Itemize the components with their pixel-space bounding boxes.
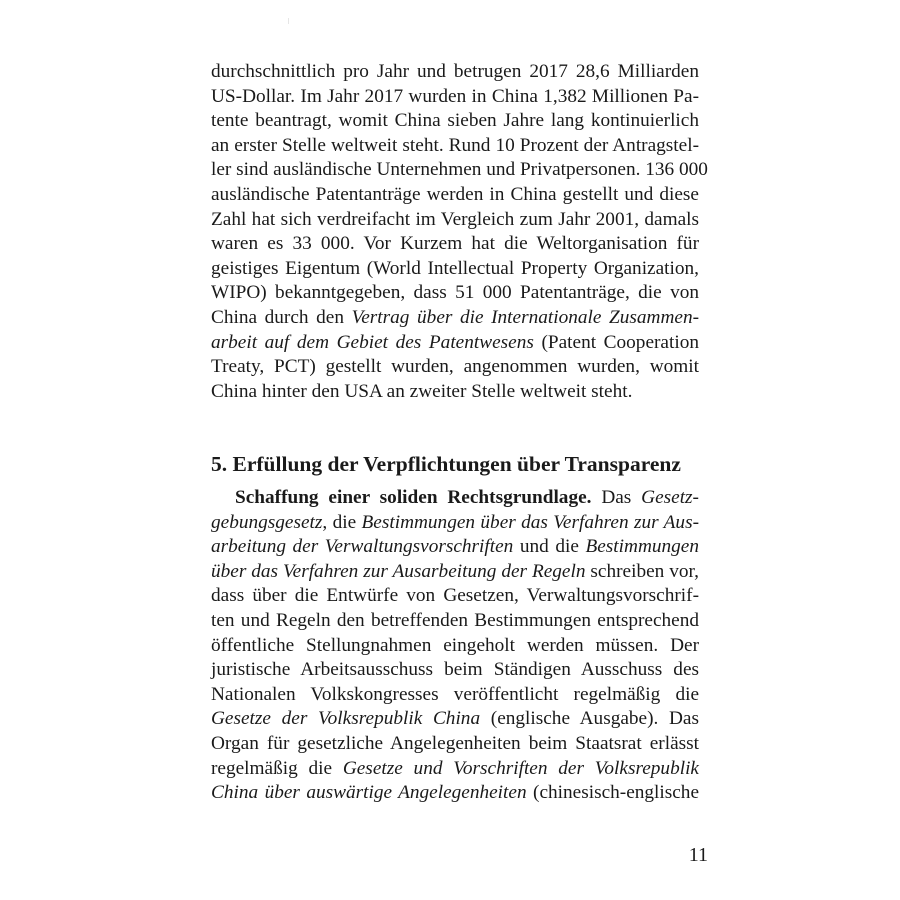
- paragraph-legal-basis: [211, 486, 699, 806]
- text-run: und die: [513, 536, 586, 558]
- text-line: [211, 331, 699, 356]
- text-line: Treaty, PCT) gestellt wurden, angenommen wurden, womit: [211, 356, 699, 378]
- text-line: öffentliche Stellungnahmen eingeholt werden müssen. Der: [211, 634, 699, 656]
- law-title-italic: arbeitung der Verwaltungsvorschriften: [211, 536, 514, 558]
- text-run: China durch den: [211, 306, 352, 328]
- page-number: 11: [688, 844, 708, 866]
- text-run: , die: [322, 511, 362, 533]
- text-line: Organ für gesetzliche Angelegenheiten beim Staatsrat erlässt: [211, 732, 699, 754]
- text-run: (englische Ausgabe). Das: [480, 708, 699, 730]
- law-title-italic: Bestimmungen: [585, 536, 699, 558]
- text-line: tente beantragt, womit China sieben Jahre lang kontinuierlich: [211, 110, 699, 132]
- paragraph-patents: [211, 60, 708, 404]
- text-line: [211, 781, 699, 806]
- text-line: [211, 757, 699, 782]
- scan-mark: [288, 18, 289, 24]
- text-line: ler sind ausländische Unternehmen und Privatpersonen. 136 000: [211, 159, 708, 181]
- text-line: [211, 535, 699, 560]
- law-title-italic: Gesetze der Volksrepublik China: [211, 708, 481, 730]
- treaty-title-italic: arbeit auf dem Gebiet des Patentwesens: [211, 331, 534, 353]
- text-line: US-Dollar. Im Jahr 2017 wurden in China 1,382 Millionen Pa-: [211, 85, 699, 107]
- text-line: ausländische Patentanträge werden in China gestellt und diese: [211, 183, 699, 205]
- text-run: regelmäßig die: [211, 757, 343, 779]
- text-run: schreiben vor,: [585, 560, 699, 582]
- text-line: [211, 306, 699, 331]
- law-title-italic: China über auswärtige Angelegenheiten: [211, 782, 527, 804]
- text-line: [211, 511, 699, 536]
- text-line: [211, 707, 699, 732]
- text-line: [211, 560, 699, 585]
- law-title-italic: Gesetz-: [641, 487, 699, 508]
- law-title-italic: Bestimmungen über das Verfahren zur Aus-: [361, 511, 699, 533]
- text-line: China hinter den USA an zweiter Stelle weltweit steht.: [211, 380, 633, 402]
- text-line: durchschnittlich pro Jahr und betrugen 2017 28,6 Milliarden: [211, 61, 699, 82]
- law-title-italic: Gesetze und Vorschriften der Volksrepublik: [342, 757, 699, 779]
- treaty-title-italic: Vertrag über die Internationale Zusammen-: [351, 306, 700, 328]
- lead-in-bold: Schaffung einer soliden Rechtsgrundlage.: [235, 487, 592, 508]
- text-line: Zahl hat sich verdreifacht im Vergleich zum Jahr 2001, damals: [211, 208, 699, 230]
- section-heading: 5. Erfüllung der Verpflichtungen über Transparenz: [211, 452, 681, 476]
- text-run: (chinesisch-englische: [526, 782, 700, 804]
- text-line: geistiges Eigentum (World Intellectual Property Organization,: [211, 257, 699, 279]
- text-line: Nationalen Volkskongresses veröffentlicht regelmäßig die: [211, 683, 699, 705]
- text-run: (Patent Cooperation: [533, 331, 699, 353]
- text-line: juristische Arbeitsausschuss beim Ständigen Ausschuss des: [211, 659, 699, 681]
- law-title-italic: über das Verfahren zur Ausarbeitung der Regeln: [211, 560, 586, 582]
- text-line: dass über die Entwürfe von Gesetzen, Verwaltungsvorschrif-: [211, 585, 699, 607]
- text-line: WIPO) bekanntgegeben, dass 51 000 Patentanträge, die von: [211, 282, 699, 304]
- text-line: waren es 33 000. Vor Kurzem hat die Weltorganisation für: [211, 233, 699, 255]
- text-line: ten und Regeln den betreffenden Bestimmungen entsprechend: [211, 609, 699, 631]
- text-run: Das: [591, 487, 642, 508]
- text-line: an erster Stelle weltweit steht. Rund 10 Prozent der Antragstel-: [211, 134, 699, 156]
- law-title-italic: gebungsgesetz: [211, 511, 323, 533]
- text-line: [211, 486, 699, 511]
